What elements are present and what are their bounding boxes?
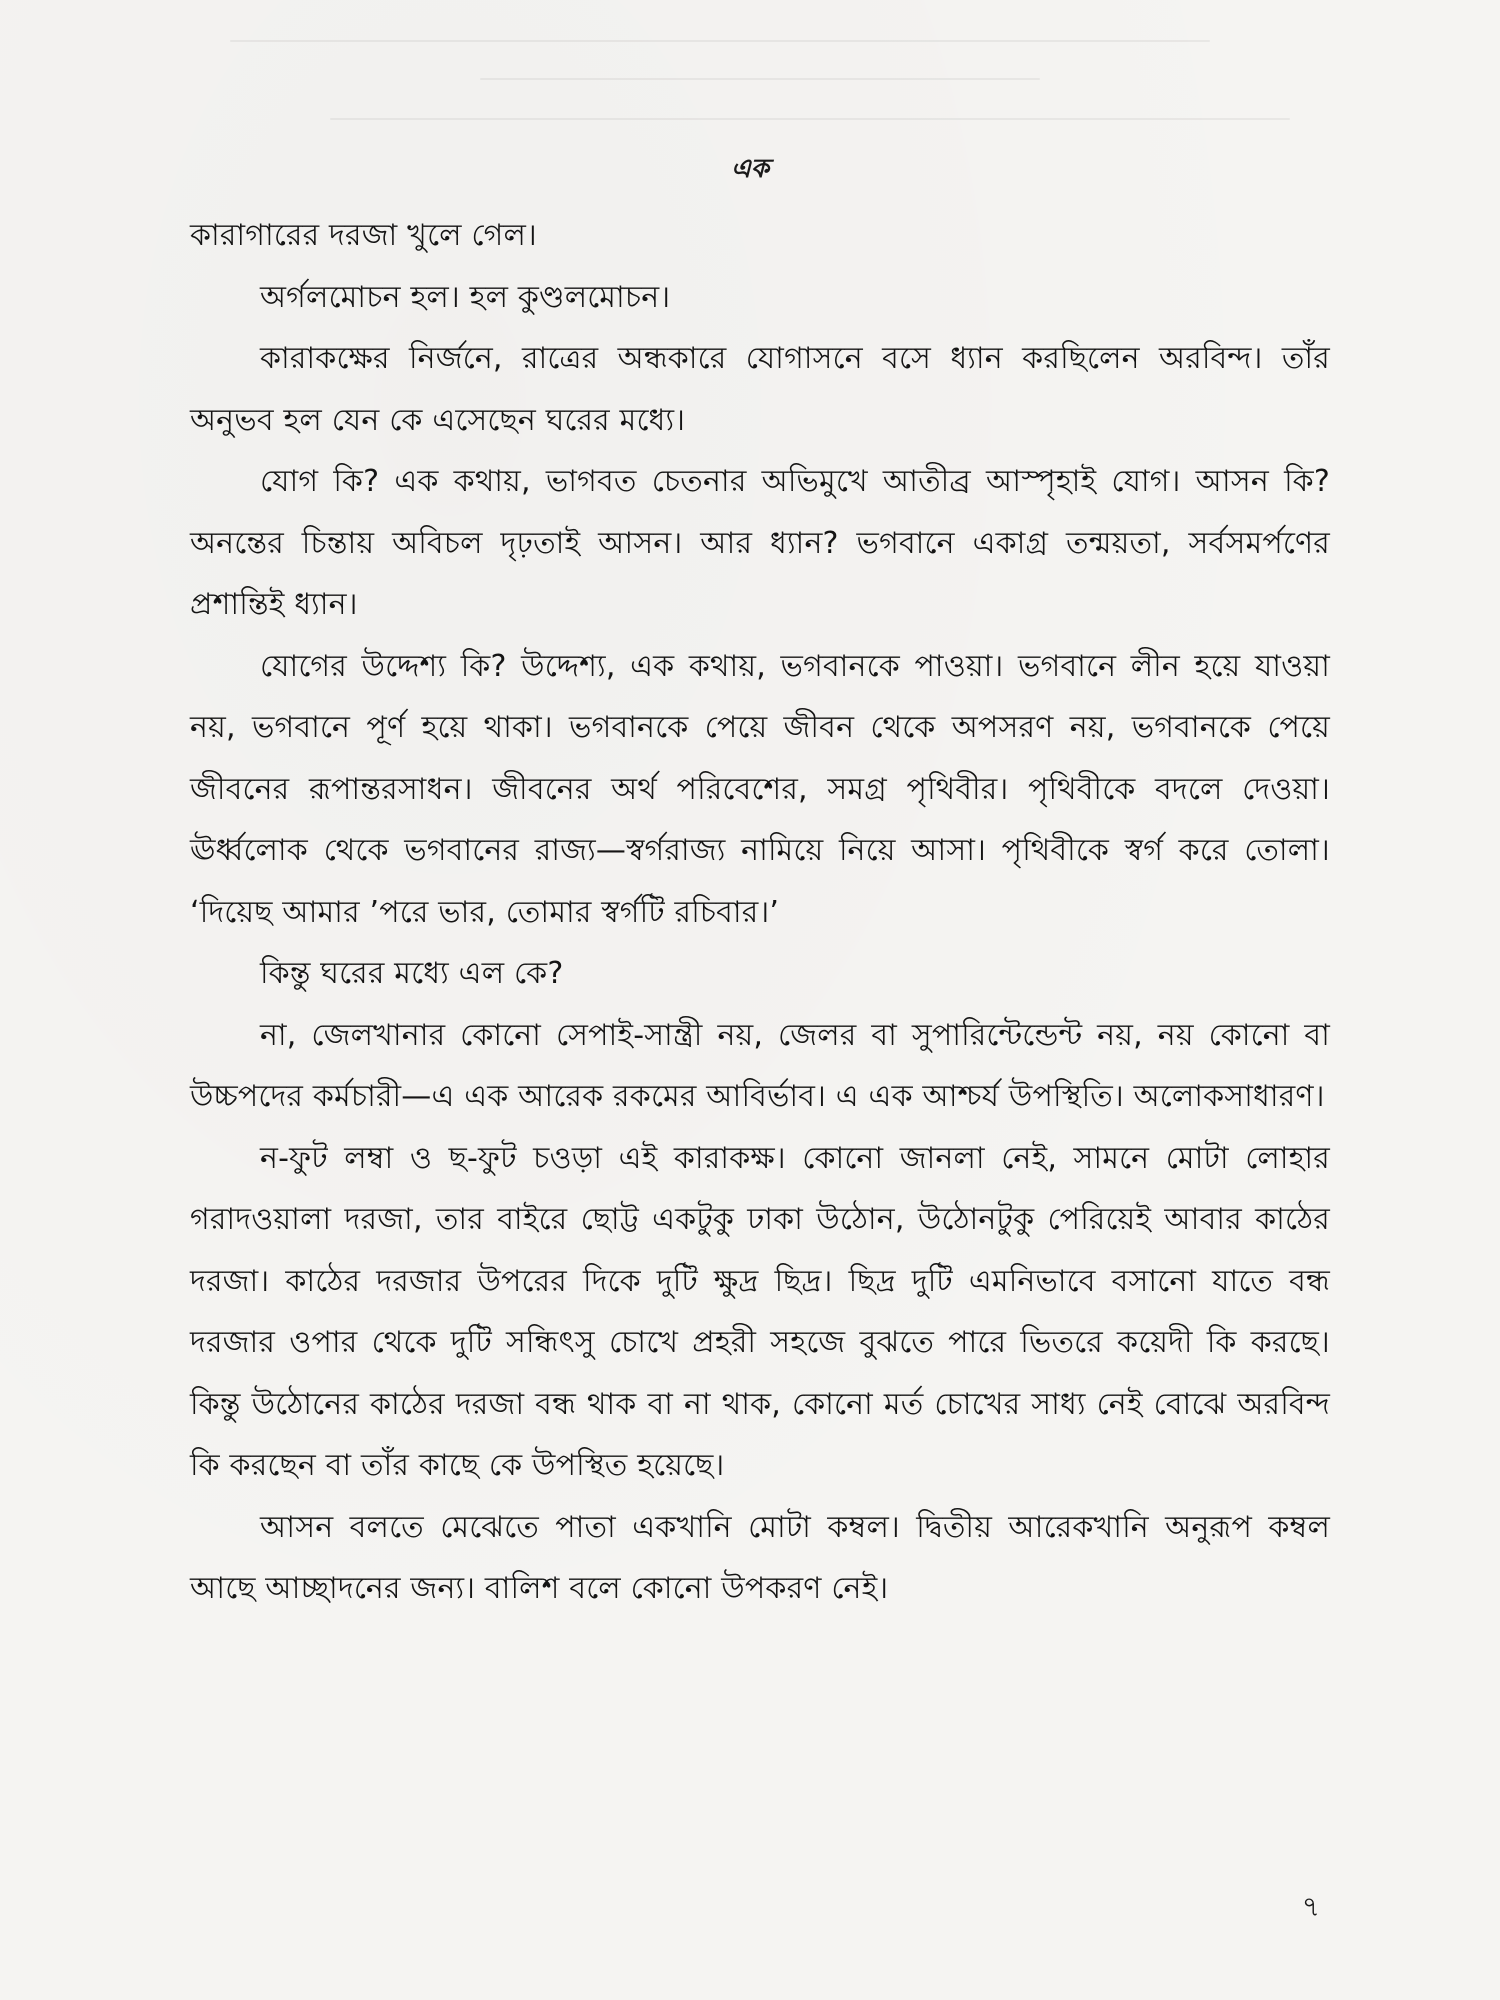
show-through-line	[480, 78, 1040, 80]
paragraph: যোগের উদ্দেশ্য কি? উদ্দেশ্য, এক কথায়, ভগবানকে পাওয়া। ভগবানে লীন হয়ে যাওয়া নয়, ভগবানে পূর্ণ হয়ে থাকা। ভগবানকে পেয়ে জীবন থেকে অপসরণ নয়, ভগবানকে পেয়ে জীবনের রূপান্তরসাধন। জীবনের অর্থ পরিবেশের, সমগ্র পৃথিবীর। পৃথিবীকে বদলে দেওয়া। ঊর্ধ্বলোক থেকে ভগবানের রাজ্য—স্বর্গরাজ্য নামিয়ে নিয়ে আসা। পৃথিবীকে স্বর্গ করে তোলা। ‘দিয়েছ আমার ’পরে ভার, তোমার স্বর্গটি রচিবার।’	[190, 648, 1330, 930]
page-number: ৭	[1301, 1890, 1320, 1923]
paragraph: কিন্তু ঘরের মধ্যে এল কে?	[260, 956, 564, 991]
paragraph: আসন বলতে মেঝেতে পাতা একখানি মোটা কম্বল। দ্বিতীয় আরেকখানি অনুরূপ কম্বল আছে আচ্ছাদনের জন্য। বালিশ বলে কোনো উপকরণ নেই।	[190, 1509, 1330, 1606]
paragraph: যোগ কি? এক কথায়, ভাগবত চেতনার অভিমুখে আতীব্র আস্পৃহাই যোগ। আসন কি? অনন্তের চিন্তায় অবিচল দৃঢ়তাই আসন। আর ধ্যান? ভগবানে একাগ্র তন্ময়তা, সর্বসমর্পণের প্রশান্তিই ধ্যান।	[190, 464, 1330, 622]
paragraph: না, জেলখানার কোনো সেপাই-সান্ত্রী নয়, জেলর বা সুপারিন্টেন্ডেন্ট নয়, নয় কোনো বা উচ্চপদের কর্মচারী—এ এক আরেক রকমের আবির্ভাব। এ এক আশ্চর্য উপস্থিতি। অলোকসাধারণ।	[190, 1017, 1330, 1114]
paragraph: অর্গলমোচন হল। হল কুণ্ডলমোচন।	[260, 279, 671, 315]
show-through-line	[230, 40, 1210, 42]
body-text	[190, 205, 1330, 1620]
paragraph: কারাগারের দরজা খুলে গেল।	[190, 218, 537, 253]
show-through-line	[330, 118, 1290, 120]
chapter-heading: এক	[731, 154, 769, 184]
paragraph: ন-ফুট লম্বা ও ছ-ফুট চওড়া এই কারাকক্ষ। কোনো জানলা নেই, সামনে মোটা লোহার গরাদওয়ালা দরজা, তার বাইরে ছোট্ট একটুকু ঢাকা উঠোন, উঠোনটুকু পেরিয়েই আবার কাঠের দরজা। কাঠের দরজার উপরের দিকে দুটি ক্ষুদ্র ছিদ্র। ছিদ্র দুটি এমনিভাবে বসানো যাতে বন্ধ দরজার ওপার থেকে দুটি সন্ধিৎসু চোখে প্রহরী সহজে বুঝতে পারে ভিতরে কয়েদী কি করছে। কিন্তু উঠোনের কাঠের দরজা বন্ধ থাক বা না থাক, কোনো মর্ত চোখের সাধ্য নেই বোঝে অরবিন্দ কি করছেন বা তাঁর কাছে কে উপস্থিত হয়েছে।	[190, 1140, 1330, 1483]
paragraph: কারাকক্ষের নির্জনে, রাত্রের অন্ধকারে যোগাসনে বসে ধ্যান করছিলেন অরবিন্দ। তাঁর অনুভব হল যেন কে এসেছেন ঘরের মধ্যে।	[190, 341, 1330, 438]
